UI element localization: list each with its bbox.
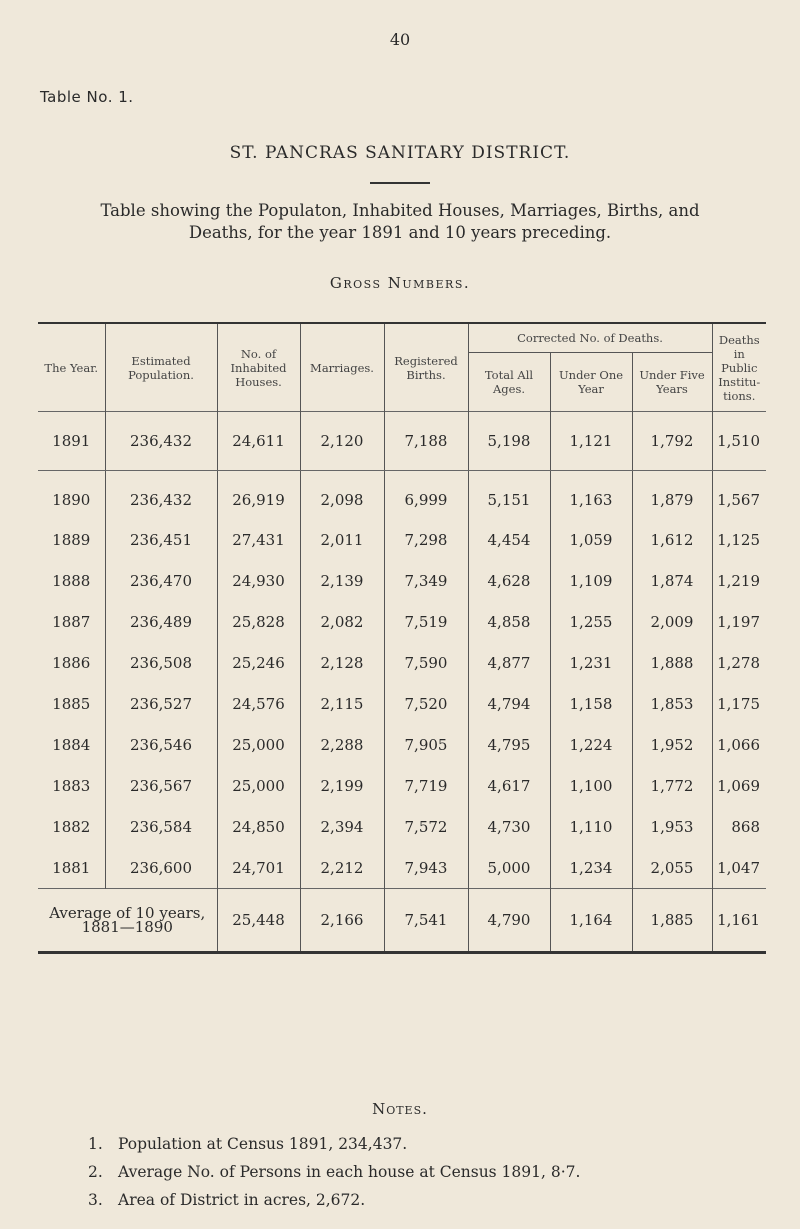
cell-under-five: 1,879 <box>632 471 712 520</box>
cell-marriages: 2,120 <box>300 412 384 471</box>
note-number: 2. <box>88 1163 103 1181</box>
cell-births: 7,719 <box>384 765 468 806</box>
cell-under-one: 1,100 <box>550 765 632 806</box>
cell-marriages: 2,199 <box>300 765 384 806</box>
cell-year: 1886 <box>52 653 91 672</box>
cell-year: 1884 <box>52 735 91 754</box>
cell-total: 5,151 <box>468 471 550 520</box>
cell-marriages: 2,128 <box>300 642 384 683</box>
table-row <box>38 601 766 642</box>
cell-marriages: 2,139 <box>300 560 384 601</box>
cell-public: 1,510 <box>712 412 766 471</box>
cell-under-five: 1,792 <box>632 412 712 471</box>
cell-year: 1890 <box>52 491 91 509</box>
cell-births: 7,519 <box>384 601 468 642</box>
header-marriages: Marriages. <box>300 323 384 412</box>
cell-public: 1,567 <box>712 471 766 520</box>
note-number: 3. <box>88 1191 103 1209</box>
table-subtitle: Gross Numbers. <box>329 274 471 292</box>
table-row <box>38 724 766 765</box>
header-houses: No. of Inhabited Houses. <box>217 323 300 412</box>
cell-total: 4,795 <box>468 724 550 765</box>
cell-under-five: 2,055 <box>632 847 712 889</box>
cell-population: 236,600 <box>105 847 217 889</box>
cell-year: 1885 <box>52 694 91 713</box>
cell-public: 1,047 <box>712 847 766 889</box>
header-population: Estimated Population. <box>105 323 217 412</box>
header-public-institutions: Deaths in Public Institu- tions. <box>712 323 766 412</box>
avg-marriages: 2,166 <box>300 889 384 953</box>
cell-marriages: 2,082 <box>300 601 384 642</box>
cell-births: 7,188 <box>384 412 468 471</box>
cell-under-one: 1,158 <box>550 683 632 724</box>
cell-births: 7,349 <box>384 560 468 601</box>
cell-houses: 25,246 <box>217 642 300 683</box>
title-divider <box>370 182 430 184</box>
table-row <box>38 847 766 889</box>
note-number: 1. <box>88 1135 103 1153</box>
notes-list <box>88 1130 768 1214</box>
header-under-five-years: Under Five Years <box>632 353 712 412</box>
notes-title: Notes. <box>372 1100 428 1118</box>
header-year: The Year. <box>44 360 99 375</box>
cell-total: 4,794 <box>468 683 550 724</box>
cell-public: 868 <box>712 806 766 847</box>
cell-under-five: 1,874 <box>632 560 712 601</box>
cell-births: 7,572 <box>384 806 468 847</box>
cell-marriages: 2,394 <box>300 806 384 847</box>
cell-total: 5,198 <box>468 412 550 471</box>
cell-population: 236,470 <box>105 560 217 601</box>
table-row <box>38 412 766 471</box>
cell-under-five: 2,009 <box>632 601 712 642</box>
cell-population: 236,432 <box>105 471 217 520</box>
cell-total: 4,617 <box>468 765 550 806</box>
cell-under-one: 1,109 <box>550 560 632 601</box>
cell-public: 1,066 <box>712 724 766 765</box>
statistics-table <box>38 322 766 954</box>
cell-total: 5,000 <box>468 847 550 889</box>
cell-population: 236,489 <box>105 601 217 642</box>
cell-under-one: 1,110 <box>550 806 632 847</box>
avg-under-five: 1,885 <box>632 889 712 953</box>
avg-public: 1,161 <box>712 889 766 953</box>
cell-births: 6,999 <box>384 471 468 520</box>
cell-houses: 27,431 <box>217 519 300 560</box>
cell-under-five: 1,952 <box>632 724 712 765</box>
cell-population: 236,584 <box>105 806 217 847</box>
cell-marriages: 2,115 <box>300 683 384 724</box>
cell-total: 4,628 <box>468 560 550 601</box>
cell-population: 236,527 <box>105 683 217 724</box>
cell-houses: 25,000 <box>217 724 300 765</box>
cell-births: 7,905 <box>384 724 468 765</box>
cell-public: 1,175 <box>712 683 766 724</box>
avg-houses: 25,448 <box>217 889 300 953</box>
cell-year: 1881 <box>52 858 91 877</box>
table-label: Table No. 1. <box>40 88 134 106</box>
cell-under-one: 1,059 <box>550 519 632 560</box>
cell-public: 1,278 <box>712 642 766 683</box>
district-title: ST. PANCRAS SANITARY DISTRICT. <box>229 143 571 163</box>
cell-births: 7,943 <box>384 847 468 889</box>
cell-births: 7,520 <box>384 683 468 724</box>
note-text: Population at Census 1891, 234,437. <box>118 1135 408 1153</box>
header-total-all-ages: Total All Ages. <box>468 353 550 412</box>
cell-houses: 24,701 <box>217 847 300 889</box>
cell-under-one: 1,234 <box>550 847 632 889</box>
header-under-one-year: Under One Year <box>550 353 632 412</box>
note-text: Average No. of Persons in each house at Census 1891, 8·7. <box>118 1163 581 1181</box>
cell-total: 4,730 <box>468 806 550 847</box>
table-row <box>38 642 766 683</box>
cell-houses: 24,850 <box>217 806 300 847</box>
cell-marriages: 2,288 <box>300 724 384 765</box>
cell-public: 1,069 <box>712 765 766 806</box>
cell-houses: 26,919 <box>217 471 300 520</box>
table-row <box>38 683 766 724</box>
cell-houses: 25,828 <box>217 601 300 642</box>
cell-year: 1882 <box>52 817 91 836</box>
average-row <box>38 889 766 953</box>
cell-population: 236,546 <box>105 724 217 765</box>
cell-total: 4,877 <box>468 642 550 683</box>
cell-under-one: 1,224 <box>550 724 632 765</box>
table-row <box>38 471 766 520</box>
cell-year: 1891 <box>38 412 105 471</box>
cell-total: 4,858 <box>468 601 550 642</box>
cell-houses: 24,611 <box>217 412 300 471</box>
cell-houses: 24,930 <box>217 560 300 601</box>
cell-year: 1889 <box>52 530 91 549</box>
cell-under-one: 1,231 <box>550 642 632 683</box>
header-corrected-deaths: Corrected No. of Deaths. <box>468 323 712 353</box>
cell-population: 236,451 <box>105 519 217 560</box>
cell-under-one: 1,121 <box>550 412 632 471</box>
header-births: Registered Births. <box>384 323 468 412</box>
table-row <box>38 560 766 601</box>
cell-population: 236,432 <box>105 412 217 471</box>
cell-marriages: 2,212 <box>300 847 384 889</box>
average-label: Average of 10 years, 1881—1890 <box>38 889 217 953</box>
cell-under-one: 1,163 <box>550 471 632 520</box>
page-number: 40 <box>389 30 411 49</box>
table-row <box>38 806 766 847</box>
note-text: Area of District in acres, 2,672. <box>118 1191 366 1209</box>
statistics-table-container <box>38 322 766 954</box>
cell-houses: 24,576 <box>217 683 300 724</box>
avg-births: 7,541 <box>384 889 468 953</box>
cell-total: 4,454 <box>468 519 550 560</box>
note-item <box>88 1158 768 1186</box>
cell-marriages: 2,098 <box>300 471 384 520</box>
cell-population: 236,567 <box>105 765 217 806</box>
cell-under-one: 1,255 <box>550 601 632 642</box>
cell-under-five: 1,612 <box>632 519 712 560</box>
cell-population: 236,508 <box>105 642 217 683</box>
avg-total: 4,790 <box>468 889 550 953</box>
cell-public: 1,125 <box>712 519 766 560</box>
cell-births: 7,590 <box>384 642 468 683</box>
cell-births: 7,298 <box>384 519 468 560</box>
cell-public: 1,197 <box>712 601 766 642</box>
table-row <box>38 519 766 560</box>
cell-marriages: 2,011 <box>300 519 384 560</box>
avg-under-one: 1,164 <box>550 889 632 953</box>
table-row <box>38 765 766 806</box>
cell-year: 1883 <box>52 776 91 795</box>
cell-year: 1888 <box>52 571 91 590</box>
cell-under-five: 1,888 <box>632 642 712 683</box>
note-item <box>88 1130 768 1158</box>
note-item <box>88 1186 768 1214</box>
cell-year: 1887 <box>52 612 91 631</box>
cell-public: 1,219 <box>712 560 766 601</box>
cell-under-five: 1,853 <box>632 683 712 724</box>
table-description: Table showing the Populaton, Inhabited Houses, Marriages, Births, and Deaths, for the year 1891 and 10 years preceding. <box>100 201 700 242</box>
cell-under-five: 1,953 <box>632 806 712 847</box>
cell-under-five: 1,772 <box>632 765 712 806</box>
cell-houses: 25,000 <box>217 765 300 806</box>
